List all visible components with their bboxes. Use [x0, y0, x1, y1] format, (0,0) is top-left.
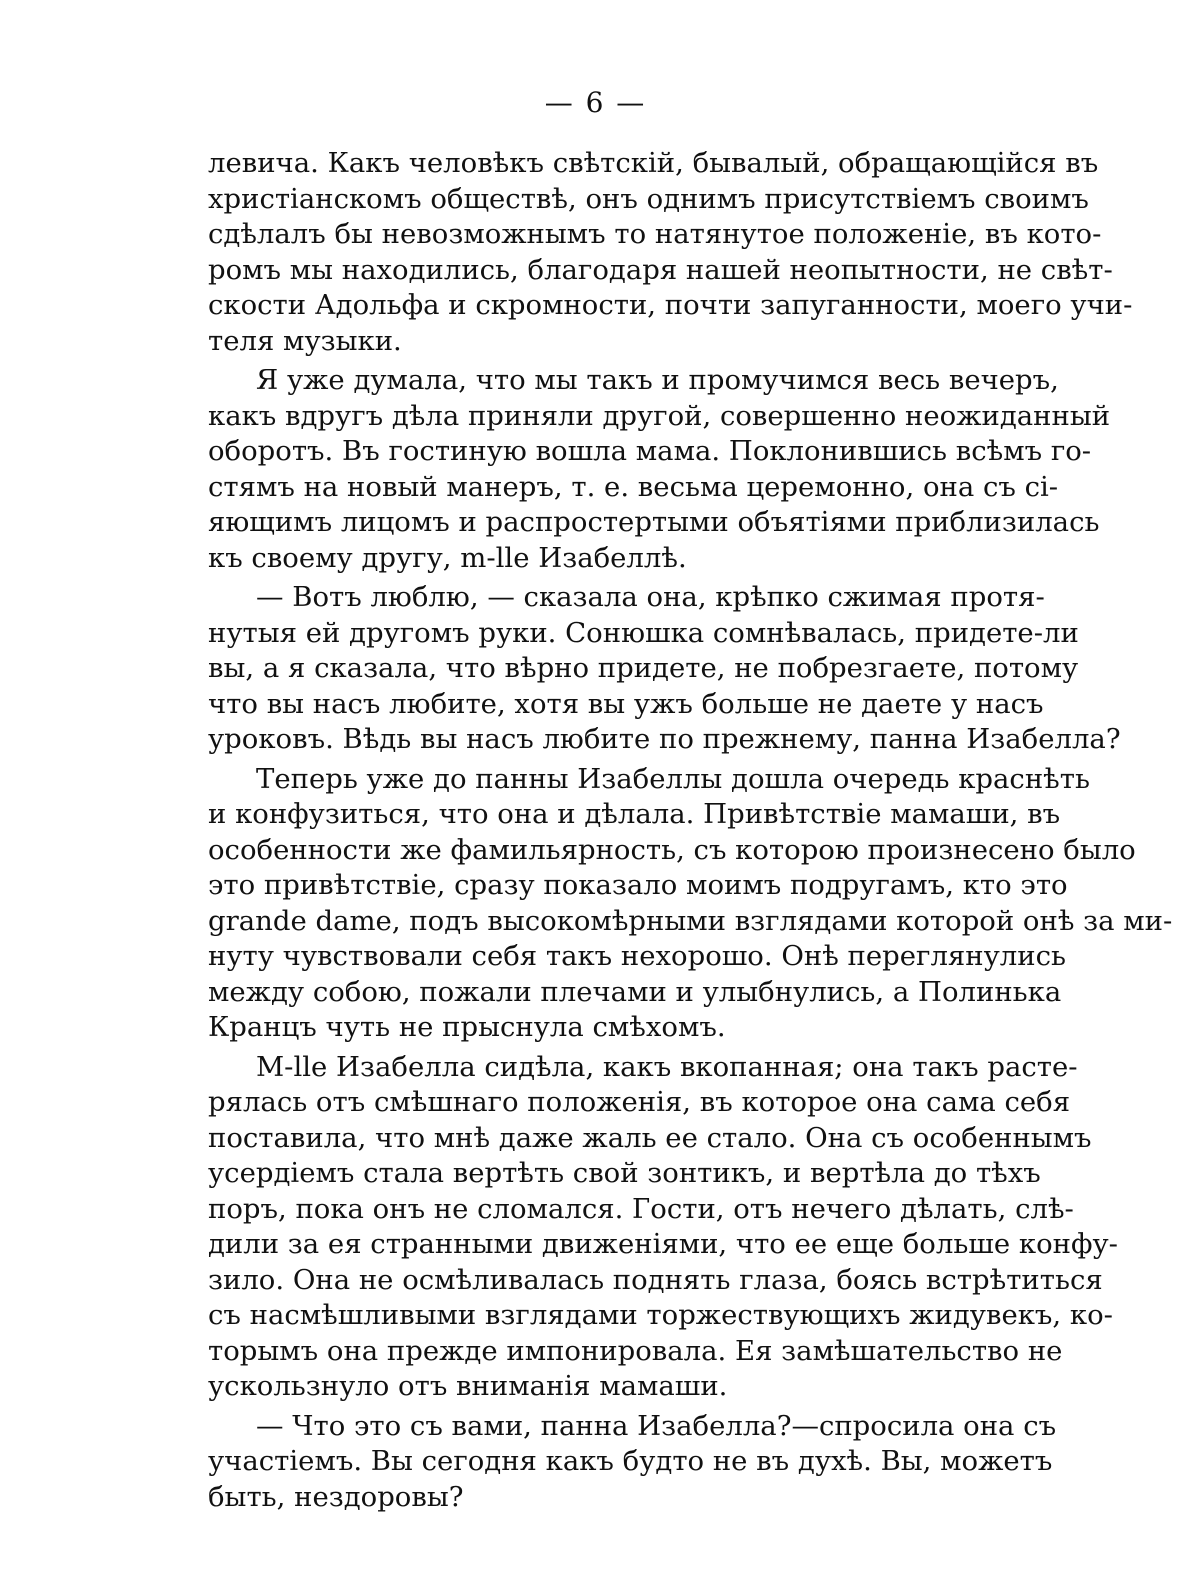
text-line: сдѣлалъ бы невозможнымъ то натянутое положеніе, въ кото-	[208, 218, 1102, 250]
text-line: поръ, пока онъ не сломался. Гости, отъ нечего дѣлать, слѣ-	[208, 1192, 1074, 1225]
text-line: теля музыки.	[208, 324, 402, 357]
text-line: быть, нездоровы?	[208, 1480, 464, 1513]
text-line: усердіемъ стала вертѣть свой зонтикъ, и вертѣла до тѣхъ	[208, 1157, 1041, 1189]
text-line: зило. Она не осмѣливалась поднять глаза, боясь встрѣтиться	[208, 1263, 1103, 1296]
text-line: какъ вдругъ дѣла приняли другой, совершенно неожиданный	[208, 399, 1111, 432]
text-line: участіемъ. Вы сегодня какъ будто не въ духѣ. Вы, можетъ	[208, 1445, 1053, 1477]
page-number: — 6 —	[544, 86, 647, 119]
text-line: левича. Какъ человѣкъ свѣтскій, бывалый, обращающійся въ	[208, 147, 1099, 179]
text-line: grande dame, подъ высокомѣрными взглядами которой онѣ за ми-	[208, 904, 1173, 937]
text-line: уроковъ. Вѣдь вы насъ любите по прежнему, панна Изабелла?	[208, 723, 1121, 755]
text-line: Я уже думала, что мы такъ и промучимся весь вечеръ,	[256, 364, 1059, 396]
text-line: христіанскомъ обществѣ, онъ однимъ присутствіемъ своимъ	[208, 182, 1089, 215]
text-line: нутыя ей другомъ руки. Сонюшка сомнѣвалась, придете-ли	[208, 616, 1079, 649]
text-line: скости Адольфа и скромности, почти запуганности, моего учи-	[208, 289, 1133, 321]
text-line: особенности же фамильярность, съ которою произнесено было	[208, 833, 1136, 866]
body-text	[208, 146, 1173, 1515]
text-line: Теперь уже до панны Изабеллы дошла очередь краснѣть	[256, 762, 1090, 795]
text-line: дили за ея странными движеніями, что ее еще больше конфу-	[208, 1228, 1118, 1260]
text-line: между собою, пожали плечами и улыбнулись, а Полинька	[208, 975, 1062, 1008]
text-line: M-lle Изабелла сидѣла, какъ вкопанная; она такъ расте-	[256, 1050, 1078, 1083]
text-line: ускользнуло отъ вниманія мамаши.	[208, 1370, 728, 1402]
text-line: и конфузиться, что она и дѣлала. Привѣтствіе мамаши, въ	[208, 798, 1061, 830]
text-line: съ насмѣшливыми взглядами торжествующихъ жидувекъ, ко-	[208, 1299, 1113, 1331]
text-line: къ своему другу, m-lle Изабеллѣ.	[208, 541, 687, 574]
text-line: стямъ на новый манеръ, т. е. весьма церемонно, она съ сі-	[208, 470, 1059, 503]
text-line: ромъ мы находились, благодаря нашей неопытности, не свѣт-	[208, 253, 1113, 286]
text-line: это привѣтствіе, сразу показало моимъ подругамъ, кто это	[208, 869, 1068, 901]
text-line: — Вотъ люблю, — сказала она, крѣпко сжимая протя-	[256, 581, 1045, 613]
text-line: нуту чувствовали себя такъ нехорошо. Онѣ переглянулись	[208, 940, 1066, 972]
text-line: вы, а я сказала, что вѣрно придете, не побрезгаете, потому	[208, 652, 1079, 684]
text-line: Кранцъ чуть не прыснула смѣхомъ.	[208, 1011, 726, 1043]
text-line: — Что это съ вами, панна Изабелла?—спросила она съ	[256, 1409, 1057, 1442]
text-line: яющимъ лицомъ и распростертыми объятіями приблизилась	[208, 506, 1100, 538]
text-line: оборотъ. Въ гостиную вошла мама. Поклонившись всѣмъ го-	[208, 435, 1092, 467]
text-line: рялась отъ смѣшнаго положенія, въ которое она сама себя	[208, 1086, 1071, 1118]
text-line: что вы насъ любите, хотя вы ужъ больше не даете у насъ	[208, 687, 1044, 720]
text-line: поставила, что мнѣ даже жаль ее стало. Она съ особеннымъ	[208, 1121, 1092, 1154]
text-line: торымъ она прежде импонировала. Ея замѣшательство не	[208, 1334, 1063, 1367]
